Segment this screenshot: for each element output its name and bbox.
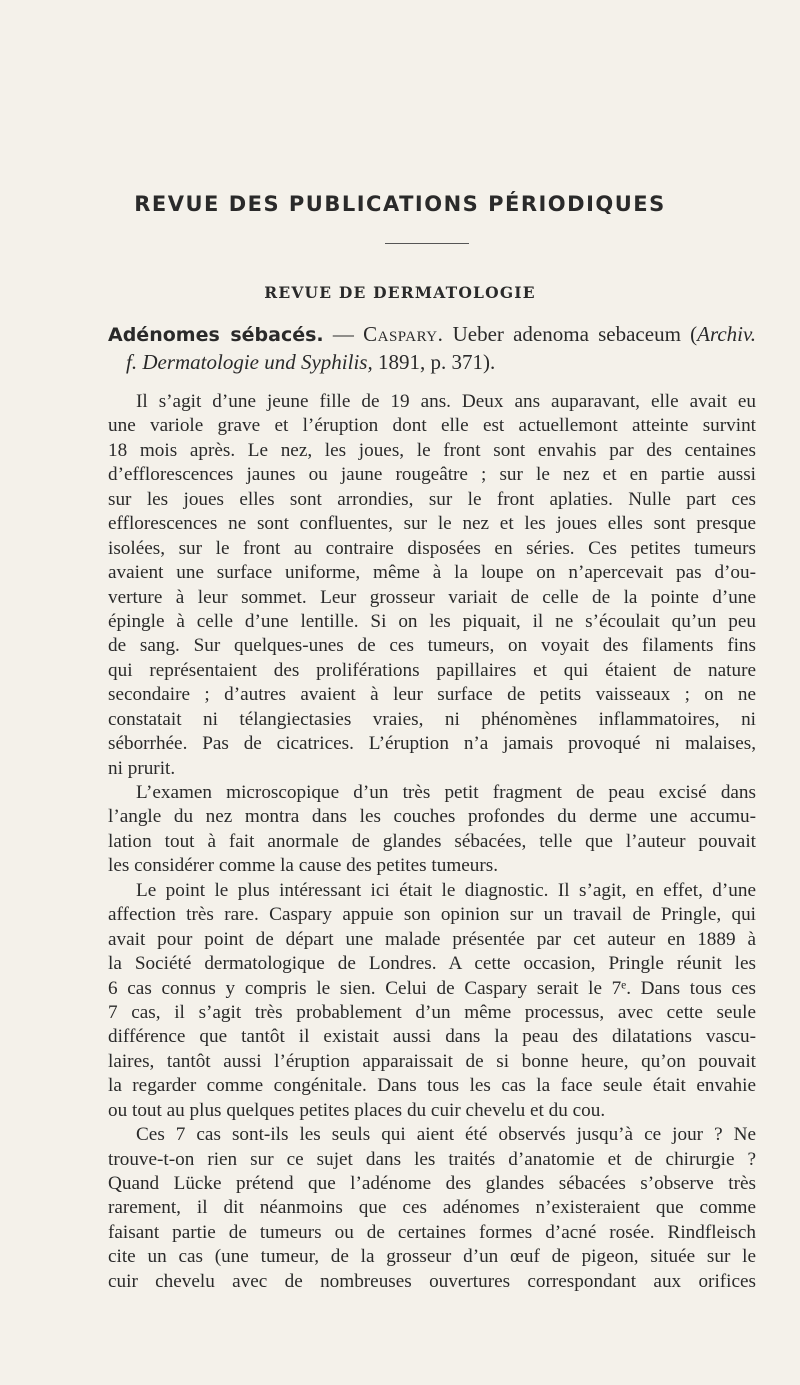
text-line: la Société dermatologique de Londres. A cette occasion, Pringle réunit les (108, 953, 756, 975)
page-title: REVUE DES PUBLICATIONS PÉRIODIQUES (134, 192, 666, 216)
text-line: épingle à celle d’une lentille. Si on les piquait, il ne s’écoulait qu’un peu (108, 610, 756, 632)
text-line: une variole grave et l’éruption dont elle est actuellemont atteinte survint (108, 415, 756, 437)
text-line: avait pour point de départ une malade présentée par cet auteur en 1889 à (108, 928, 756, 950)
text-line: 18 mois après. Le nez, les joues, le front sont envahis par des centaines (108, 439, 756, 461)
text-line: affection très rare. Caspary appuie son opinion sur un travail de Pringle, qui (108, 904, 756, 926)
text-line: cuir chevelu avec de nombreuses ouvertures correspondant aux orifices (108, 1270, 756, 1292)
text-line: de sang. Sur quelques-unes de ces tumeurs, on voyait des filaments fins (108, 635, 756, 657)
title-divider (385, 243, 469, 244)
article-dash: — (323, 322, 364, 346)
text-line: avaient une surface uniforme, même à la loupe on n’apercevait pas d’ou- (108, 562, 756, 584)
text-line: lation tout à fait anormale de glandes sébacées, telle que l’auteur pouvait (108, 830, 756, 852)
article-citation: 1891, p. 371). (372, 350, 496, 374)
text-line: laires, tantôt aussi l’éruption apparaissait de si bonne heure, qu’on pouvait (108, 1050, 756, 1072)
text-line: secondaire ; d’autres avaient à leur surface de petits vaisseaux ; on ne (108, 684, 756, 706)
text-line: verture à leur sommet. Leur grosseur variait de celle de la pointe d’une (108, 586, 756, 608)
article-author: Caspary. (363, 322, 444, 346)
text-line: séborrhée. Pas de cicatrices. L’éruption n’a jamais provoqué ni malaises, (108, 733, 756, 755)
text-line: efflorescences ne sont confluentes, sur le nez et les joues elles sont presque (108, 513, 756, 535)
text-line: Le point le plus intéressant ici était le diagnostic. Il s’agit, en effet, d’une (136, 879, 756, 901)
text-line: Ces 7 cas sont-ils les seuls qui aient été observés jusqu’à ce jour ? Ne (136, 1124, 756, 1146)
text-line: rarement, il dit néanmoins que ces adénomes n’existeraient que comme (108, 1197, 756, 1219)
text-line: ou tout au plus quelques petites places du cuir chevelu et du cou. (108, 1099, 606, 1121)
text-line: faisant partie de tumeurs ou de certaines formes d’acné rosée. Rindfleisch (108, 1221, 756, 1243)
text-line: cite un cas (une tumeur, de la grosseur d’un œuf de pigeon, située sur le (108, 1246, 756, 1268)
text-line: isolées, sur le front au contraire disposées en séries. Ces petites tumeurs (108, 537, 756, 559)
text-line: sur les joues elles sont arrondies, sur le front aplaties. Nulle part ces (108, 488, 756, 510)
article-journal-cont: f. Dermatologie und Syphilis, (126, 350, 373, 374)
text-line: la regarder comme congénitale. Dans tous les cas la face seule était envahie (108, 1075, 756, 1097)
text-line: les considérer comme la cause des petites tumeurs. (108, 855, 499, 877)
text-line: 7 cas, il s’agit très probablement d’un même processus, avec cette seule (108, 1001, 756, 1023)
text-line: qui représentaient des proliférations papillaires et qui étaient de nature (108, 659, 756, 681)
article-title: Adénomes sébacés. (108, 324, 324, 346)
text-line: différence que tantôt il existait aussi dans la peau des dilatations vascu- (108, 1026, 756, 1048)
section-title: REVUE DE DERMATOLOGIE (264, 283, 536, 302)
text-line: Il s’agit d’une jeune fille de 19 ans. Deux ans auparavant, elle avait eu (136, 391, 756, 412)
article-journal: Archiv. (697, 322, 757, 346)
text-line: L’examen microscopique d’un très petit fragment de peau excisé dans (136, 782, 756, 803)
text-line: Quand Lücke prétend que l’adénome des glandes sébacées s’observe très (108, 1173, 756, 1194)
article-body (108, 320, 756, 1294)
text-line: trouve-t-on rien sur ce sujet dans les traités d’anatomie et de chirurgie ? (108, 1148, 756, 1170)
paragraph-lines (108, 390, 756, 1294)
text-line: 6 cas connus y compris le sien. Celui de Caspary serait le 7ᵉ. Dans tous ces (108, 977, 756, 999)
article-reference: Ueber adenoma sebaceum ( (443, 322, 698, 346)
text-line: l’angle du nez montra dans les couches profondes du derme une accumu- (108, 806, 756, 828)
text-line: d’efflorescences jaunes ou jaune rougeâtre ; sur le nez et en partie aussi (108, 464, 756, 486)
article-heading (108, 320, 756, 348)
text-line: ni prurit. (108, 757, 176, 779)
text-line: constatait ni télangiectasies vraies, ni phénomènes inflammatoires, ni (108, 708, 756, 730)
article-heading-cont (108, 348, 756, 376)
